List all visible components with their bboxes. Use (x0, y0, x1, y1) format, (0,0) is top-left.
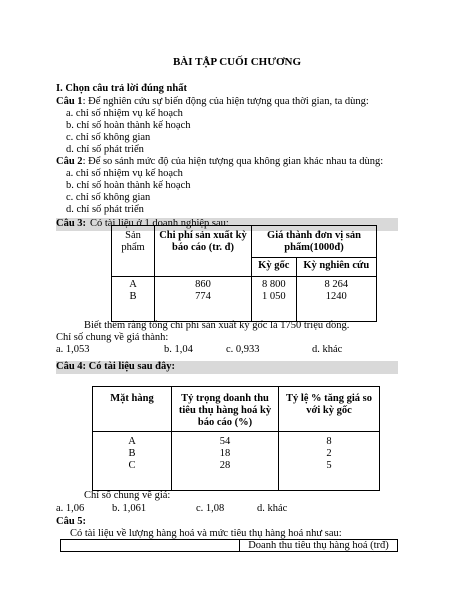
growth-cell: 8 2 5 (279, 432, 380, 491)
header-study-period: Kỳ nghiên cứu (296, 257, 376, 276)
question-5-text: Có tài liệu về lượng hàng hoá và mức tiêu thụ hàng hoá như sau: (70, 528, 342, 539)
q2-option-b: b. chỉ số hoàn thành kế hoạch (66, 180, 191, 191)
q1-option-d: d. chỉ số phát triển (66, 144, 144, 155)
header-growth: Tỷ lệ % tăng giá so với kỳ gốc (279, 387, 380, 432)
q3-answer-b: b. 1,04 (164, 344, 193, 355)
header-product: Sản phẩm (112, 226, 155, 277)
q3-answer-c: c. 0,933 (226, 344, 260, 355)
question-4-bar (56, 361, 398, 374)
header-share: Tỷ trọng doanh thu tiêu thụ hàng hoá kỳ báo cáo (%) (172, 387, 279, 432)
q4-answer-a: a. 1,06 (56, 503, 85, 514)
question-4-ask: Chỉ số chung về giá: (84, 490, 171, 501)
question-5-label: Câu 5: (56, 516, 87, 527)
q1-option-a: a. chỉ số nhiệm vụ kế hoạch (66, 108, 183, 119)
question-1-label: Câu 1 (56, 96, 83, 107)
sales-table (92, 386, 380, 491)
q4-answer-d: d. khác (257, 503, 288, 514)
items-cell: A B C (93, 432, 172, 491)
base-values-cell: 8 800 1 050 (252, 277, 297, 322)
question-3-note: Biết thêm rằng tổng chi phí sản xuất kỳ gốc là 1750 triệu đồng. (84, 320, 350, 331)
study-values-cell: 8 264 1240 (296, 277, 376, 322)
section-heading: I. Chọn câu trả lời đúng nhất (56, 83, 187, 94)
header-cost: Chi phí sản xuất kỳ báo cáo (tr. đ) (155, 226, 252, 277)
q4-answer-b: b. 1,061 (112, 503, 147, 514)
q2-option-a: a. chỉ số nhiệm vụ kế hoạch (66, 168, 183, 179)
question-2-label: Câu 2 (56, 156, 83, 167)
question-1 (56, 96, 369, 108)
question-4-label: Câu 4: Có tài liệu sau đây: (56, 361, 176, 372)
header-item: Mặt hàng (93, 387, 172, 432)
products-cell: A B (112, 277, 155, 322)
page-title: BÀI TẬP CUỐI CHƯƠNG (172, 56, 302, 68)
question-3-label: Câu 3: (56, 218, 87, 229)
question-1-text: : Để nghiên cứu sự biến động của hiện tượng qua thời gian, ta dùng: (82, 96, 369, 107)
question-3-ask: Chỉ số chung về giá thành: (56, 332, 169, 343)
goods-table (60, 539, 398, 552)
q4-answer-c: c. 1,08 (196, 503, 225, 514)
question-2 (56, 156, 383, 168)
cost-table (111, 225, 377, 322)
goods-table-blank-cell (61, 540, 240, 552)
q2-option-d: d. chỉ số phát triển (66, 204, 144, 215)
q2-option-c: c. chỉ số không gian (66, 192, 151, 203)
question-3-text: Có tài liệu ở 1 doanh nghiệp sau: (90, 218, 229, 229)
q3-answer-d: d. khác (312, 344, 343, 355)
q3-answer-a: a. 1,053 (56, 344, 90, 355)
shares-cell: 54 18 28 (172, 432, 279, 491)
question-2-text: : Để so sánh mức độ của hiện tượng qua không gian khác nhau ta dùng: (82, 156, 384, 167)
header-base-period: Kỳ gốc (252, 257, 297, 276)
cost-values-cell: 860 774 (155, 277, 252, 322)
header-revenue: Doanh thu tiêu thụ hàng hoá (trđ) (240, 540, 398, 552)
header-unit-price: Giá thành đơn vị sản phẩm(1000đ) (252, 226, 377, 258)
q1-option-c: c. chỉ số không gian (66, 132, 151, 143)
q1-option-b: b. chỉ số hoàn thành kế hoạch (66, 120, 191, 131)
